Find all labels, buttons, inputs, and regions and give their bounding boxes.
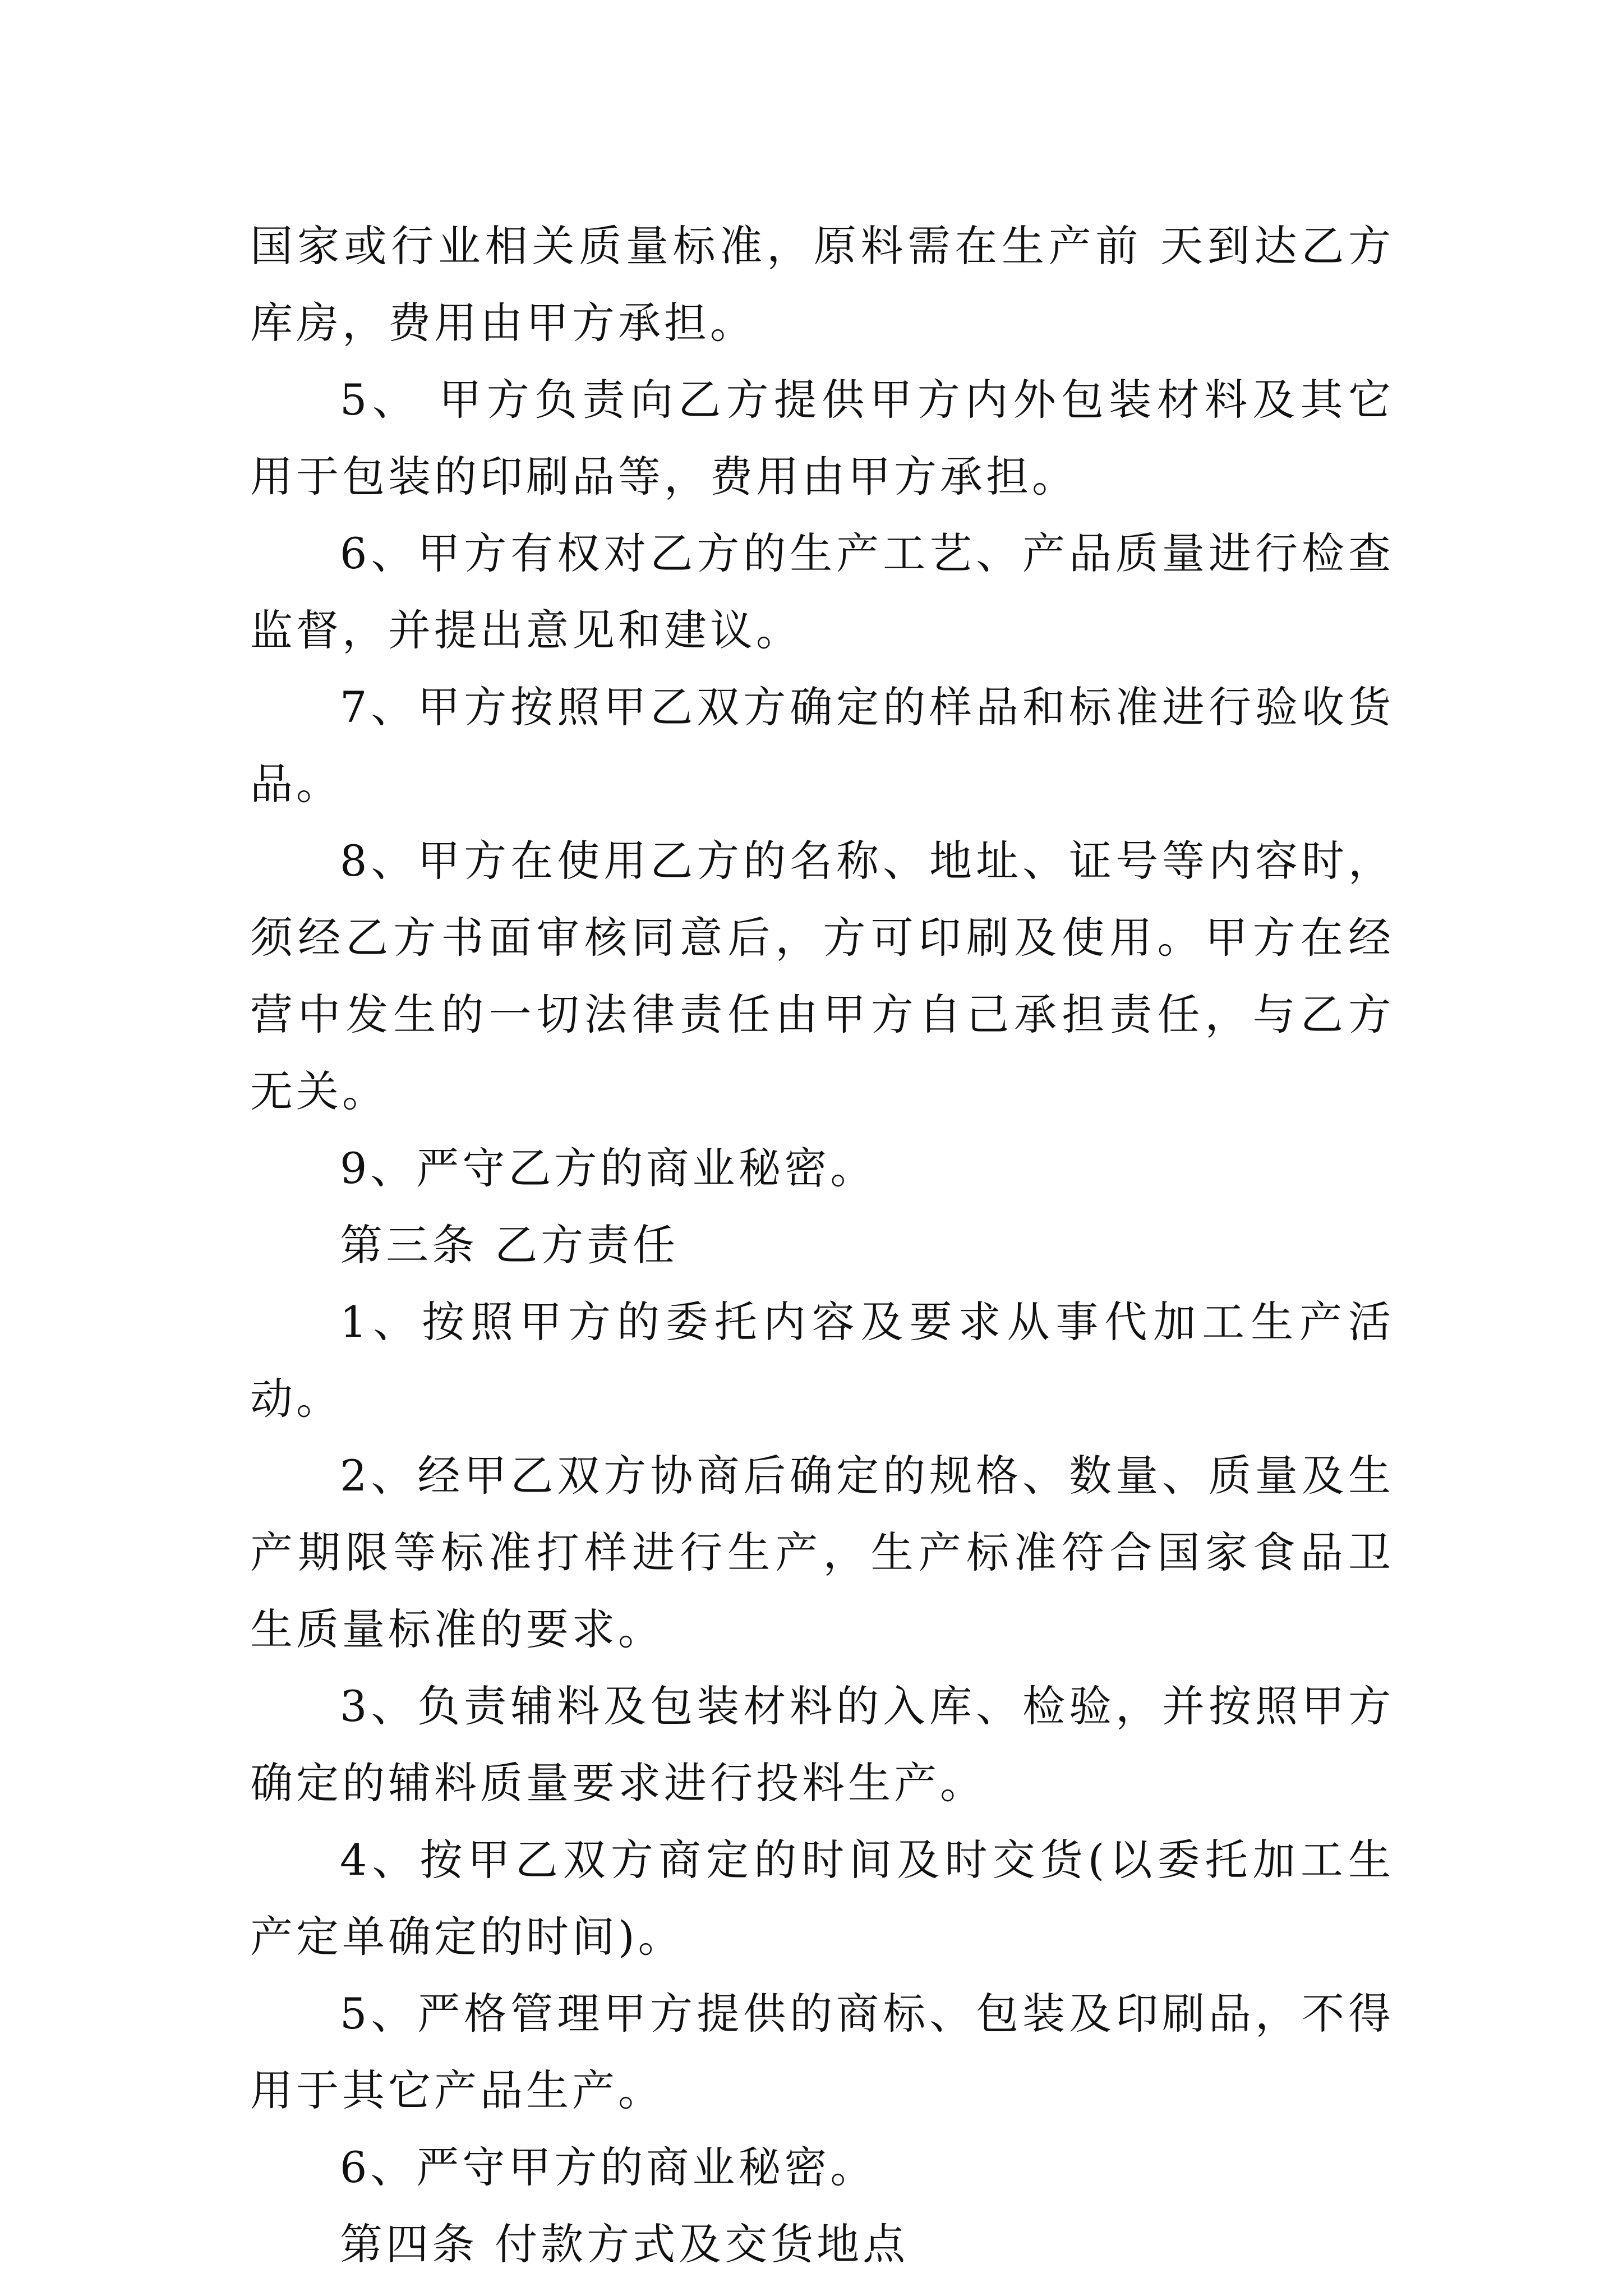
section-heading-article-3: 第三条 乙方责任 [340, 1220, 679, 1270]
paragraph-party-b-production: 1、按照甲方的委托内容及要求从事代加工生产活动。 [250, 1297, 1394, 1424]
paragraph-party-a-packaging: 5、 甲方负责向乙方提供甲方内外包装材料及其它用于包装的印刷品等，费用由甲方承担。 [250, 375, 1394, 501]
paragraph-party-b-confidentiality: 6、严守甲方的商业秘密。 [340, 2142, 877, 2192]
paragraph-party-a-name-usage: 8、甲方在使用乙方的名称、地址、证号等内容时，须经乙方书面审核同意后，方可印刷及使用。甲方在经营中发生的一切法律责任由甲方自己承担责任，与乙方无关。 [250, 836, 1394, 1116]
paragraph-party-a-confidentiality: 9、严守乙方的商业秘密。 [340, 1143, 877, 1193]
paragraph-party-b-standards: 2、经甲乙双方协商后确定的规格、数量、质量及生产期限等标准打样进行生产，生产标准符合国家食品卫生质量标准的要求。 [250, 1451, 1394, 1654]
paragraph-party-b-trademark: 5、严格管理甲方提供的商标、包装及印刷品，不得用于其它产品生产。 [250, 1989, 1394, 2115]
paragraph-party-b-delivery: 4、按甲乙双方商定的时间及时交货(以委托加工生产定单确定的时间)。 [250, 1835, 1394, 1962]
paragraph-quality-standard-continuation: 国家或行业相关质量标准，原料需在生产前 天到达乙方库房，费用由甲方承担。 [250, 221, 1394, 348]
section-heading-article-4: 第四条 付款方式及交货地点 [340, 2219, 909, 2269]
paragraph-party-a-inspection: 6、甲方有权对乙方的生产工艺、产品质量进行检查监督，并提出意见和建议。 [250, 528, 1394, 655]
paragraph-party-b-materials: 3、负责辅料及包装材料的入库、检验，并按照甲方确定的辅料质量要求进行投料生产。 [250, 1681, 1394, 1808]
document-body [250, 208, 1394, 2283]
paragraph-party-a-acceptance: 7、甲方按照甲乙双方确定的样品和标准进行验收货品。 [250, 682, 1394, 809]
